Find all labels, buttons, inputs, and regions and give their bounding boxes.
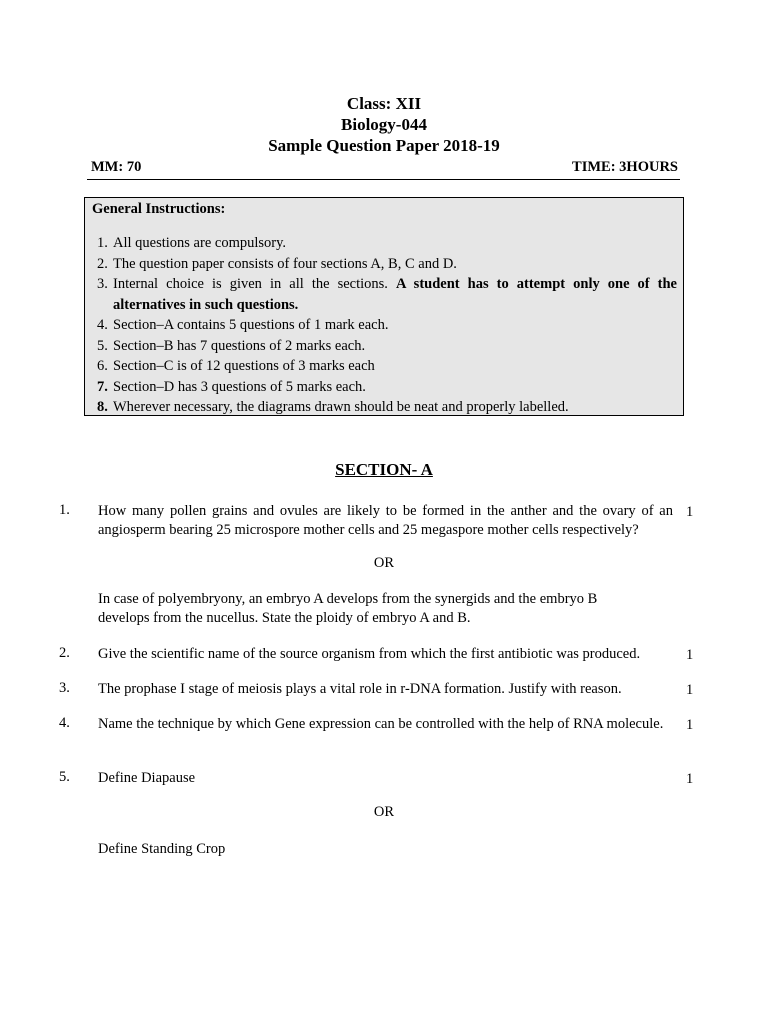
instruction-text: Internal choice is given in all the sections.	[113, 276, 388, 292]
instruction-item	[97, 315, 677, 336]
instruction-number: 4.	[97, 317, 108, 333]
question-text: Give the scientific name of the source organism from which the first antibiotic was produced.	[98, 646, 641, 662]
header-divider	[87, 179, 680, 180]
subject-title: Biology-044	[341, 115, 427, 134]
section-a-title: SECTION- A	[335, 460, 433, 479]
instruction-number: 7.	[97, 378, 108, 395]
instruction-item	[97, 233, 677, 254]
instruction-number: 1.	[97, 235, 108, 251]
instruction-text: Section–D has 3 questions of 5 marks each.	[113, 378, 366, 395]
instruction-number: 2.	[97, 255, 108, 272]
question-marks: 1	[686, 647, 694, 663]
question-number: 5.	[59, 769, 70, 785]
instruction-text-wrap	[113, 274, 677, 315]
instruction-item	[97, 356, 677, 377]
instruction-emphasis: A student has to attempt only one of the alternatives in such questions.	[113, 276, 677, 313]
paper-title: Sample Question Paper 2018-19	[268, 136, 500, 155]
or-label: OR	[373, 804, 395, 820]
instruction-number: 5.	[97, 337, 108, 354]
instruction-number: 8.	[97, 399, 108, 415]
question-text: How many pollen grains and ovules are likely to be formed in the anther and the ovary of an angiosperm bearing 25 microspore mother cells and 25 megaspore mother cells respectively?	[98, 503, 673, 538]
alternative-question-text: Define Standing Crop	[98, 841, 226, 857]
instruction-item	[97, 377, 677, 398]
instruction-text: Section–A contains 5 questions of 1 mark each.	[113, 317, 389, 333]
question-number: 3.	[59, 680, 70, 696]
question-text: Define Diapause	[98, 770, 196, 786]
instruction-number: 6.	[97, 358, 108, 374]
question-number: 2.	[59, 645, 70, 661]
question-marks: 1	[686, 504, 694, 520]
instruction-text: Section–B has 7 questions of 2 marks each.	[113, 337, 366, 354]
question-marks: 1	[686, 717, 694, 733]
max-marks: MM: 70	[91, 159, 142, 175]
question-number: 4.	[59, 715, 70, 731]
question-text: The prophase I stage of meiosis plays a vital role in r-DNA formation. Justify with reason.	[98, 681, 622, 697]
instruction-text: The question paper consists of four sections A, B, C and D.	[113, 255, 457, 272]
instruction-text: Section–C is of 12 questions of 3 marks each	[113, 358, 375, 374]
class-title: Class: XII	[346, 94, 422, 113]
alternative-question-text: In case of polyembryony, an embryo A develops from the synergids and the embryo B develops from the nucellus. State the ploidy of embryo A and B.	[98, 591, 598, 626]
instructions-title: General Instructions:	[92, 201, 226, 217]
question-text: Name the technique by which Gene expression can be controlled with the help of RNA molecule.	[98, 716, 664, 732]
question-marks: 1	[686, 771, 694, 787]
instruction-number: 3.	[97, 276, 108, 292]
instruction-item	[97, 397, 677, 418]
question-number: 1.	[59, 502, 70, 518]
question-marks: 1	[686, 682, 694, 698]
instruction-text: All questions are compulsory.	[113, 235, 287, 251]
instructions-list	[97, 233, 677, 418]
instruction-text: Wherever necessary, the diagrams drawn should be neat and properly labelled.	[113, 399, 569, 415]
general-instructions-box	[84, 197, 684, 416]
time-allowed: TIME: 3HOURS	[572, 159, 678, 175]
instruction-item	[97, 336, 677, 357]
instruction-item	[97, 274, 677, 315]
instruction-item	[97, 254, 677, 275]
or-label: OR	[373, 555, 395, 571]
